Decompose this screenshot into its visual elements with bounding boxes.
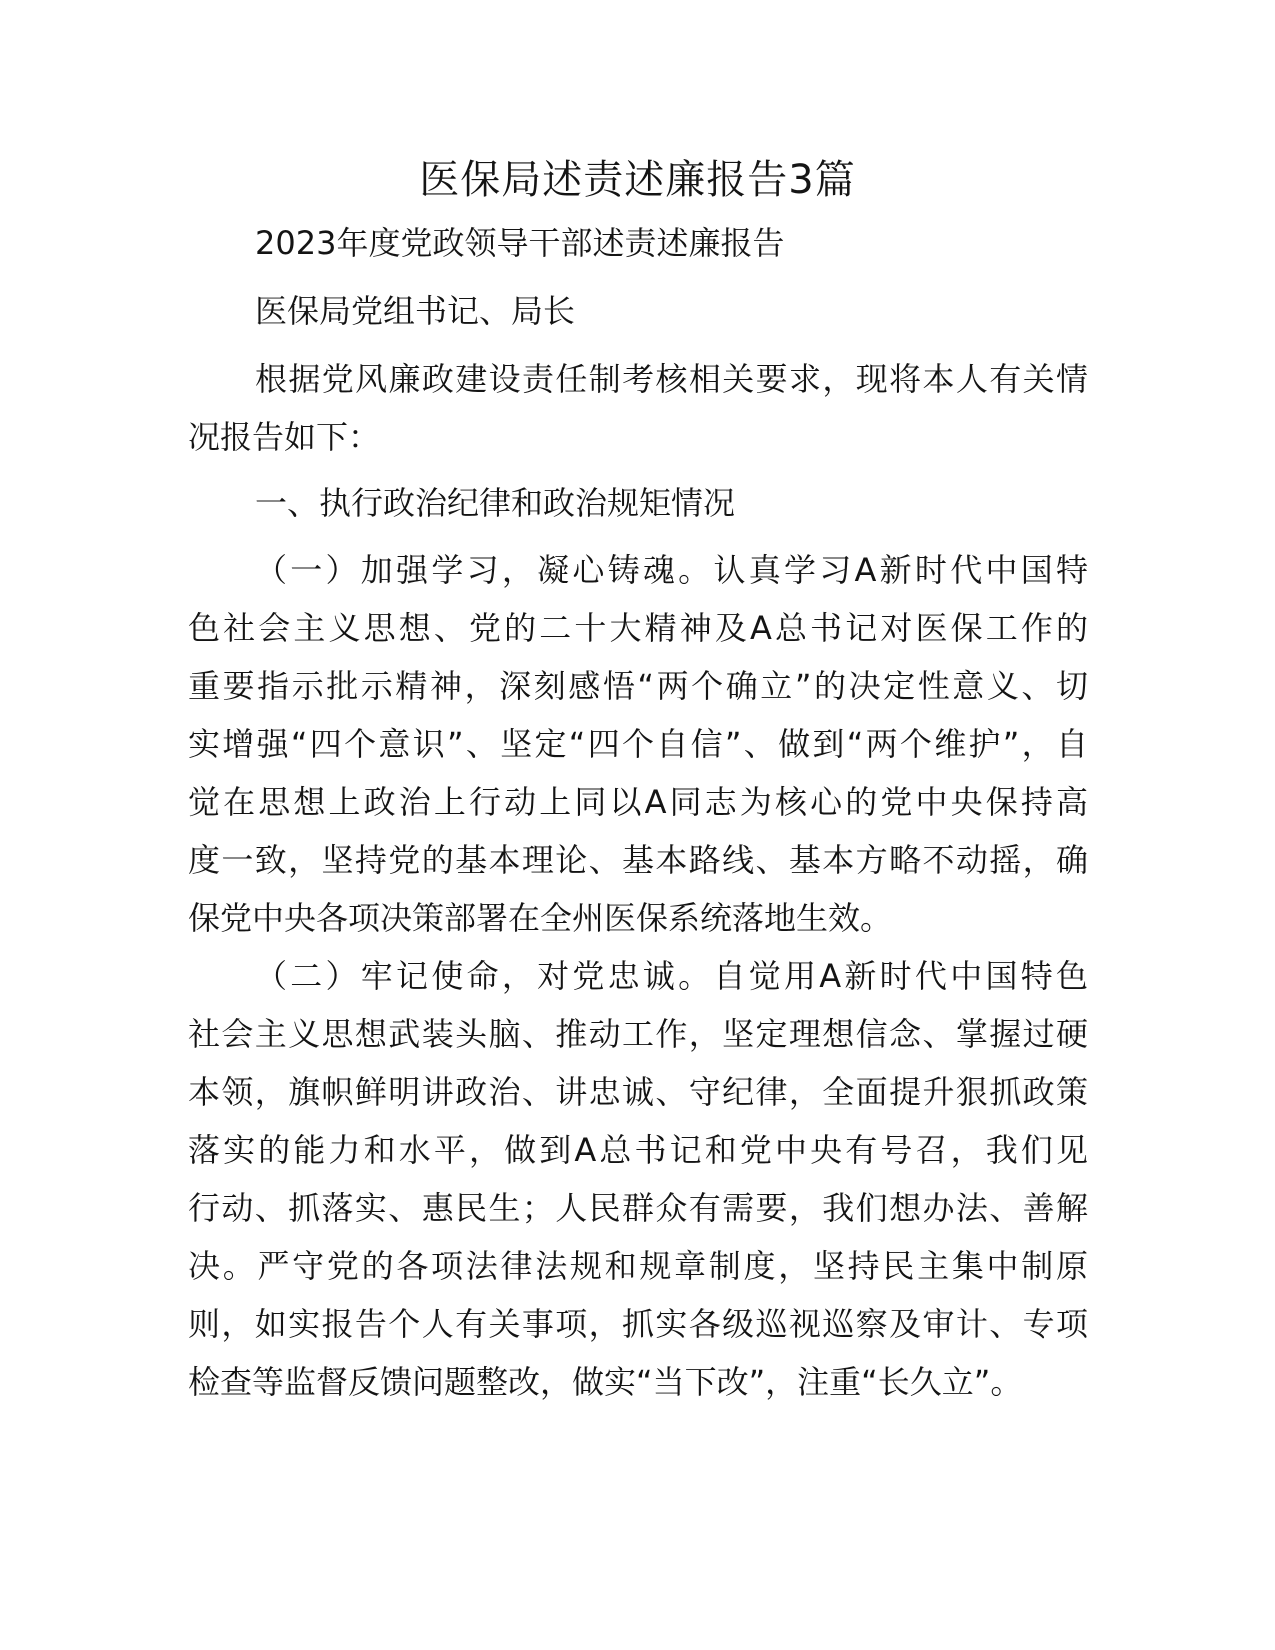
text-line: 行动、抓落实、惠民生；人民群众有需要，我们想办法、善解 [188, 1189, 1088, 1227]
text-line: 度一致，坚持党的基本理论、基本路线、基本方略不动摇，确 [188, 841, 1088, 879]
text-line: （二）牢记使命，对党忠诚。自觉用A新时代中国特色 [255, 957, 1088, 995]
text-line: 本领，旗帜鲜明讲政治、讲忠诚、守纪律，全面提升狠抓政策 [188, 1073, 1088, 1111]
paragraph-1 [188, 541, 1088, 947]
report-subtitle: 2023年度党政领导干部述责述廉报告 [255, 224, 785, 262]
paragraph-2 [188, 947, 1088, 1411]
document-title: 医保局述责述廉报告3篇 [419, 157, 856, 203]
text-line: 则，如实报告个人有关事项，抓实各级巡视巡察及审计、专项 [188, 1305, 1088, 1343]
text-line: 检查等监督反馈问题整改，做实“当下改”，注重“长久立”。 [188, 1363, 1023, 1401]
text-line: 根据党风廉政建设责任制考核相关要求，现将本人有关情 [255, 360, 1088, 398]
text-line: （一）加强学习，凝心铸魂。认真学习A新时代中国特 [255, 551, 1088, 589]
text-line: 社会主义思想武装头脑、推动工作，坚定理想信念、掌握过硬 [188, 1015, 1088, 1053]
text-line: 觉在思想上政治上行动上同以A同志为核心的党中央保持高 [188, 783, 1088, 821]
text-line: 决。严守党的各项法律法规和规章制度，坚持民主集中制原 [188, 1247, 1088, 1285]
section-heading: 一、执行政治纪律和政治规矩情况 [255, 484, 736, 522]
text-line: 色社会主义思想、党的二十大精神及A总书记对医保工作的 [188, 609, 1088, 647]
author-line: 医保局党组书记、局长 [255, 292, 576, 330]
text-line: 重要指示批示精神，深刻感悟“两个确立”的决定性意义、切 [188, 667, 1088, 705]
text-line: 实增强“四个意识”、坚定“四个自信”、做到“两个维护”，自 [188, 725, 1088, 763]
text-line: 保党中央各项决策部署在全州医保系统落地生效。 [188, 899, 893, 937]
intro-paragraph [188, 350, 1088, 466]
text-line: 况报告如下： [188, 418, 381, 456]
text-line: 落实的能力和水平，做到A总书记和党中央有号召，我们见 [188, 1131, 1088, 1169]
